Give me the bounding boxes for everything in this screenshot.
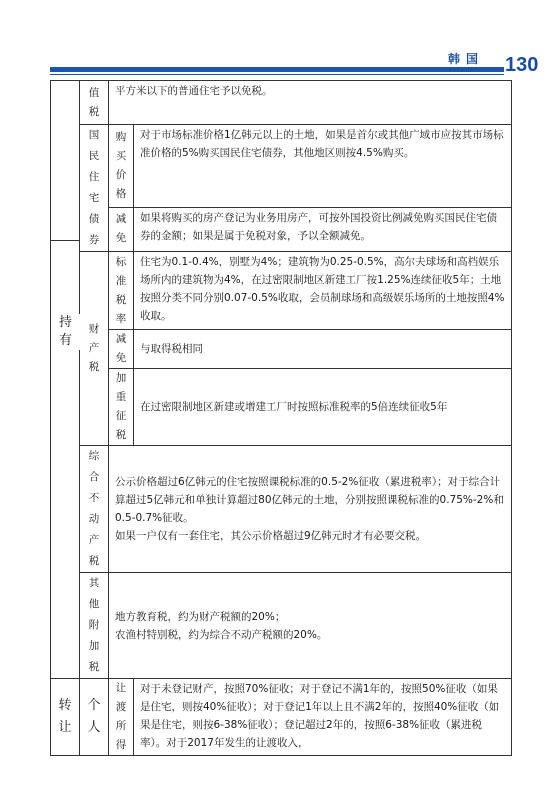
sub-item-cell: 标准税率 [109, 252, 134, 330]
paragraph: 农渔村特别税，约为综合不动产税额的20%。 [115, 628, 328, 641]
table-row [51, 125, 512, 208]
sub-item-cell: 减免 [109, 330, 134, 369]
sub-item-cell: 减免 [109, 207, 134, 251]
paragraph: 公示价格超过6亿韩元的住宅按照课税标准的0.5-2%征收（累进税率）；对于综合计算超过5亿韩元和单独计算超过80亿韩元的土地，分别按照课税标准的0.75%-2%和0.5-0.7%征收。 [115, 476, 504, 524]
description-cell: 住宅为0.1-0.4%，别墅为4%；建筑物为0.25-0.5%，高尔夫球场和高档娱乐场所内的建筑物为4%，在过密限制地区新建工厂按1.25%连续征收5年；土地按照分类不同分别0.07-0.5%收取，会员制球场和高级娱乐场所的土地按照4%收取。 [134, 252, 512, 330]
category-cell: 转让 [51, 679, 80, 756]
category-cell-empty [51, 81, 80, 679]
table-divider [50, 240, 80, 241]
table-row [51, 207, 512, 251]
table-row [51, 330, 512, 369]
sub-item-cell: 购买价格 [109, 125, 134, 208]
page-number: 130 [505, 54, 539, 76]
sub-item-cell: 让渡所得 [109, 679, 134, 756]
table-row [51, 679, 512, 756]
tax-name-cell: 值税 [80, 81, 109, 125]
tax-table [50, 80, 512, 756]
header-country: 韩国 [448, 52, 485, 66]
table-row [51, 252, 512, 330]
description-cell: 与取得税相同 [134, 330, 512, 369]
category-label-holding: 持有 [51, 314, 80, 350]
table-row [51, 573, 512, 679]
table-row [51, 81, 512, 125]
description-cell: 在过密限制地区新建或增建工厂时按照标准税率的5倍连续征收5年 [134, 369, 512, 446]
tax-name-cell: 财产税 [80, 252, 109, 446]
paragraph: 地方教育税，约为财产税额的20%； [115, 610, 286, 623]
tax-name-cell: 国民住宅债券 [80, 125, 109, 252]
description-cell: 如果将购买的房产登记为业务用房产，可按外国投资比例减免购买国民住宅债券的金额；如果是属于免税对象，予以全额减免。 [134, 207, 512, 251]
paragraph: 如果一户仅有一套住宅，其公示价格超过9亿韩元时才有必要交税。 [115, 530, 427, 542]
header-rule-thin [50, 74, 504, 75]
tax-name-cell: 综合不动产税 [80, 446, 109, 573]
tax-name-cell: 个人 [80, 679, 109, 756]
header-rule-thick [50, 67, 504, 72]
table-row [51, 369, 512, 446]
description-cell: 对于市场标准价格1亿韩元以上的土地，如果是首尔或其他广域市应按其市场标准价格的5%购买国民住宅债券，其他地区则按4.5%购买。 [134, 125, 512, 208]
description-cell: 平方米以下的普通住宅予以免税。 [109, 81, 512, 125]
description-cell [109, 573, 512, 679]
sub-item-cell: 加重征税 [109, 369, 134, 446]
description-cell [109, 446, 512, 573]
tax-name-cell: 其他附加税 [80, 573, 109, 679]
table-divider [50, 80, 51, 240]
table-row [51, 446, 512, 573]
description-cell: 对于未登记财产，按照70%征收；对于登记不满1年的，按照50%征收（如果是住宅，则按40%征收）；对于登记1年以上且不满2年的，按照40%征收（如果是住宅，则按6-38%征收）；登记超过2年的，按照6-38%征收（累进税率）。对于2017年发生的让渡收入， [134, 679, 512, 756]
